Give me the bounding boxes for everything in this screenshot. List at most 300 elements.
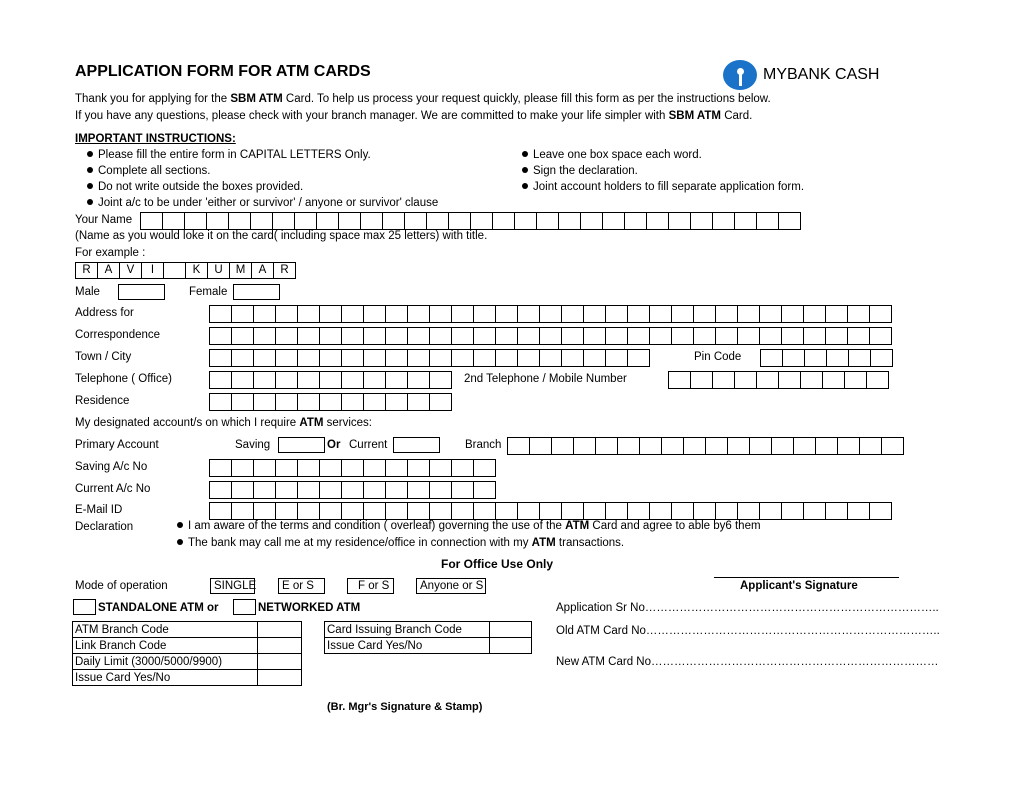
letter-box[interactable] (823, 372, 845, 388)
letter-box[interactable] (430, 350, 452, 366)
letter-box[interactable] (295, 213, 317, 229)
letter-box[interactable] (848, 503, 870, 519)
email-boxes[interactable] (209, 502, 892, 520)
letter-box[interactable] (276, 460, 298, 476)
letter-box[interactable] (364, 306, 386, 322)
table-row (325, 622, 532, 638)
letter-box[interactable] (647, 213, 669, 229)
letter-box[interactable] (273, 213, 295, 229)
letter-box[interactable] (518, 328, 540, 344)
instruction-item: Sign the declaration. (522, 164, 638, 178)
letter-box[interactable] (691, 213, 713, 229)
example-name-boxes (75, 262, 296, 279)
letter-box[interactable] (364, 503, 386, 519)
letter-box[interactable] (760, 306, 782, 322)
letter-box[interactable] (738, 503, 760, 519)
letter-box[interactable] (738, 328, 760, 344)
bullet-icon (87, 199, 93, 205)
letter-box[interactable] (562, 306, 584, 322)
letter-box[interactable] (430, 328, 452, 344)
letter-box[interactable] (540, 503, 562, 519)
table-cell[interactable] (258, 622, 302, 638)
letter-box[interactable] (694, 306, 716, 322)
letter-box[interactable] (232, 503, 254, 519)
pin-code-label: Pin Code (694, 351, 742, 363)
letter-box[interactable] (826, 328, 848, 344)
current-label: Current (349, 439, 388, 451)
letter-box[interactable] (474, 328, 496, 344)
letter-box[interactable] (298, 350, 320, 366)
letter-box[interactable] (540, 350, 562, 366)
letter-box[interactable] (254, 350, 276, 366)
residence-boxes[interactable] (209, 393, 452, 411)
letter-box[interactable] (728, 438, 750, 454)
your-name-boxes[interactable] (140, 212, 801, 230)
letter-box[interactable] (518, 503, 540, 519)
letter-box[interactable] (452, 350, 474, 366)
letter-box[interactable] (163, 213, 185, 229)
table-row (73, 670, 302, 686)
letter-box[interactable] (672, 306, 694, 322)
letter-box[interactable] (232, 306, 254, 322)
letter-box[interactable] (530, 438, 552, 454)
letter-box[interactable] (870, 503, 892, 519)
address-line-2-boxes[interactable] (209, 327, 892, 345)
saving-checkbox[interactable] (278, 437, 325, 453)
letter-box[interactable] (845, 372, 867, 388)
letter-box[interactable] (232, 460, 254, 476)
table-cell[interactable] (490, 622, 532, 638)
letter-box[interactable] (849, 350, 871, 366)
letter-box[interactable] (672, 503, 694, 519)
female-checkbox[interactable] (233, 284, 280, 300)
letter-box[interactable] (867, 372, 889, 388)
correspondence-label: Correspondence (75, 329, 161, 341)
letter-box[interactable] (669, 372, 691, 388)
mode-e-or-s-box[interactable]: E or S (278, 578, 325, 594)
bullet-icon (87, 151, 93, 157)
networked-checkbox[interactable] (233, 599, 256, 615)
letter-box[interactable] (559, 213, 581, 229)
letter-box[interactable] (364, 460, 386, 476)
letter-box[interactable] (838, 438, 860, 454)
name-note: (Name as you would loke it on the card( including space max 25 letters) with title. (75, 230, 488, 242)
intro-line-1: Thank you for applying for the SBM ATM Card. To help us process your request quickly, please fill this form as per the instructions below. (75, 93, 771, 105)
letter-box[interactable] (254, 328, 276, 344)
letter-box[interactable] (474, 503, 496, 519)
letter-box[interactable] (364, 482, 386, 498)
bullet-icon (177, 539, 183, 545)
letter-box[interactable] (860, 438, 882, 454)
letter-box[interactable] (452, 306, 474, 322)
letter-box[interactable] (684, 438, 706, 454)
letter-box[interactable] (320, 482, 342, 498)
residence-label: Residence (75, 395, 130, 407)
letter-box[interactable] (342, 306, 364, 322)
letter-box[interactable] (496, 306, 518, 322)
letter-box[interactable] (801, 372, 823, 388)
letter-box[interactable] (779, 213, 801, 229)
letter-box[interactable] (339, 213, 361, 229)
letter-box[interactable] (386, 350, 408, 366)
letter-box[interactable] (276, 482, 298, 498)
letter-box[interactable] (794, 438, 816, 454)
letter-box[interactable] (694, 503, 716, 519)
letter-box[interactable] (574, 438, 596, 454)
table-cell: ATM Branch Code (73, 622, 258, 638)
letter-box[interactable] (882, 438, 904, 454)
example-letter-box: I (142, 263, 164, 278)
second-telephone-boxes[interactable] (668, 371, 889, 389)
letter-box[interactable] (760, 503, 782, 519)
letter-box[interactable] (804, 503, 826, 519)
mode-single-box[interactable]: SINGLE (210, 578, 255, 594)
letter-box[interactable] (449, 213, 471, 229)
letter-box[interactable] (826, 306, 848, 322)
example-letter-box: V (120, 263, 142, 278)
current-checkbox[interactable] (393, 437, 440, 453)
letter-box[interactable] (540, 306, 562, 322)
letter-box[interactable] (276, 503, 298, 519)
telephone-office-boxes[interactable] (209, 371, 452, 389)
letter-box[interactable] (229, 213, 251, 229)
letter-box[interactable] (298, 460, 320, 476)
instruction-item: Joint account holders to fill separate application form. (522, 180, 804, 194)
letter-box[interactable] (386, 482, 408, 498)
current-ac-boxes[interactable] (209, 481, 496, 499)
letter-box[interactable] (320, 460, 342, 476)
letter-box[interactable] (408, 350, 430, 366)
letter-box[interactable] (364, 328, 386, 344)
table-row (73, 622, 302, 638)
letter-box[interactable] (827, 350, 849, 366)
old-atm-card-no: Old ATM Card No………………………………………………………………….. (556, 625, 940, 637)
letter-box[interactable] (471, 213, 493, 229)
letter-box[interactable] (254, 460, 276, 476)
letter-box[interactable] (650, 328, 672, 344)
letter-box[interactable] (735, 372, 757, 388)
letter-box[interactable] (430, 372, 452, 388)
office-use-heading: For Office Use Only (441, 557, 554, 571)
letter-box[interactable] (782, 328, 804, 344)
letter-box[interactable] (760, 328, 782, 344)
address-line-1-boxes[interactable] (209, 305, 892, 323)
letter-box[interactable] (628, 350, 650, 366)
letter-box[interactable] (625, 213, 647, 229)
letter-box[interactable] (628, 306, 650, 322)
letter-box[interactable] (254, 306, 276, 322)
letter-box[interactable] (870, 328, 892, 344)
letter-box[interactable] (804, 306, 826, 322)
town-city-label: Town / City (75, 351, 132, 363)
letter-box[interactable] (386, 372, 408, 388)
letter-box[interactable] (581, 213, 603, 229)
table-cell[interactable] (258, 670, 302, 686)
letter-box[interactable] (320, 350, 342, 366)
letter-box[interactable] (342, 328, 364, 344)
letter-box[interactable] (232, 372, 254, 388)
letter-box[interactable] (320, 328, 342, 344)
letter-box[interactable] (386, 460, 408, 476)
intro-line-2: If you have any questions, please check with your branch manager. We are committed to make your life simpler with SBM ATM Card. (75, 110, 753, 122)
letter-box[interactable] (537, 213, 559, 229)
letter-box[interactable] (232, 328, 254, 344)
letter-box[interactable] (474, 350, 496, 366)
letter-box[interactable] (518, 306, 540, 322)
letter-box[interactable] (804, 328, 826, 344)
letter-box[interactable] (584, 503, 606, 519)
letter-box[interactable] (508, 438, 530, 454)
letter-box[interactable] (650, 503, 672, 519)
letter-box[interactable] (650, 306, 672, 322)
letter-box[interactable] (342, 503, 364, 519)
letter-box[interactable] (430, 503, 452, 519)
letter-box[interactable] (757, 213, 779, 229)
email-label: E-Mail ID (75, 504, 123, 516)
letter-box[interactable] (342, 394, 364, 410)
letter-box[interactable] (496, 503, 518, 519)
letter-box[interactable] (298, 306, 320, 322)
address-for-label: Address for (75, 307, 134, 319)
letter-box[interactable] (298, 503, 320, 519)
letter-box[interactable] (342, 372, 364, 388)
letter-box[interactable] (276, 350, 298, 366)
letter-box[interactable] (386, 328, 408, 344)
letter-box[interactable] (628, 328, 650, 344)
letter-box[interactable] (210, 394, 232, 410)
letter-box[interactable] (430, 460, 452, 476)
letter-box[interactable] (342, 482, 364, 498)
letter-box[interactable] (694, 328, 716, 344)
letter-box[interactable] (618, 438, 640, 454)
letter-box[interactable] (232, 482, 254, 498)
letter-box[interactable] (816, 438, 838, 454)
designated-accounts-label: My designated account/s on which I require ATM services: (75, 417, 373, 429)
application-sr-no: Application Sr No………………………………………………………………….. (556, 602, 939, 614)
letter-box[interactable] (232, 350, 254, 366)
letter-box[interactable] (430, 482, 452, 498)
letter-box[interactable] (298, 394, 320, 410)
instruction-item: Leave one box space each word. (522, 148, 702, 162)
bullet-icon (177, 522, 183, 528)
letter-box[interactable] (298, 482, 320, 498)
table-cell: Issue Card Yes/No (73, 670, 258, 686)
letter-box[interactable] (408, 503, 430, 519)
letter-box[interactable] (562, 328, 584, 344)
letter-box[interactable] (672, 328, 694, 344)
example-letter-box: R (76, 263, 98, 278)
letter-box[interactable] (254, 394, 276, 410)
letter-box[interactable] (408, 460, 430, 476)
standalone-checkbox[interactable] (73, 599, 96, 615)
table-row (325, 638, 532, 654)
letter-box[interactable] (320, 306, 342, 322)
letter-box[interactable] (207, 213, 229, 229)
letter-box[interactable] (364, 350, 386, 366)
letter-box[interactable] (640, 438, 662, 454)
letter-box[interactable] (596, 438, 618, 454)
letter-box[interactable] (772, 438, 794, 454)
letter-box[interactable] (408, 306, 430, 322)
female-label: Female (189, 286, 228, 298)
letter-box[interactable] (716, 328, 738, 344)
letter-box[interactable] (606, 306, 628, 322)
letter-box[interactable] (430, 306, 452, 322)
letter-box[interactable] (706, 438, 728, 454)
letter-box[interactable] (141, 213, 163, 229)
letter-box[interactable] (427, 213, 449, 229)
letter-box[interactable] (805, 350, 827, 366)
networked-label: NETWORKED ATM (258, 602, 361, 614)
letter-box[interactable] (185, 213, 207, 229)
town-city-boxes[interactable] (209, 349, 650, 367)
letter-box[interactable] (606, 328, 628, 344)
bullet-icon (522, 151, 528, 157)
letter-box[interactable] (342, 350, 364, 366)
letter-box[interactable] (870, 306, 892, 322)
letter-box[interactable] (493, 213, 515, 229)
letter-box[interactable] (276, 328, 298, 344)
letter-box[interactable] (474, 482, 496, 498)
mode-f-or-s-box[interactable]: F or S (347, 578, 394, 594)
letter-box[interactable] (383, 213, 405, 229)
saving-label: Saving (235, 439, 271, 451)
letter-box[interactable] (364, 394, 386, 410)
letter-box[interactable] (320, 503, 342, 519)
letter-box[interactable] (276, 394, 298, 410)
letter-box[interactable] (518, 350, 540, 366)
letter-box[interactable] (603, 213, 625, 229)
example-letter-box: U (208, 263, 230, 278)
your-name-label: Your Name (75, 214, 133, 226)
saving-ac-boxes[interactable] (209, 459, 496, 477)
letter-box[interactable] (562, 350, 584, 366)
letter-box[interactable] (251, 213, 273, 229)
letter-box[interactable] (826, 503, 848, 519)
male-checkbox[interactable] (118, 284, 165, 300)
letter-box[interactable] (584, 328, 606, 344)
declaration-label: Declaration (75, 521, 134, 533)
letter-box[interactable] (254, 503, 276, 519)
letter-box[interactable] (386, 394, 408, 410)
letter-box[interactable] (779, 372, 801, 388)
letter-box[interactable] (232, 394, 254, 410)
letter-box[interactable] (320, 394, 342, 410)
letter-box[interactable] (210, 306, 232, 322)
letter-box[interactable] (735, 213, 757, 229)
letter-box[interactable] (361, 213, 383, 229)
example-letter-box: M (230, 263, 252, 278)
letter-box[interactable] (452, 460, 474, 476)
letter-box[interactable] (783, 350, 805, 366)
letter-box[interactable] (515, 213, 537, 229)
letter-box[interactable] (452, 482, 474, 498)
letter-box[interactable] (606, 350, 628, 366)
table-row (73, 654, 302, 670)
letter-box[interactable] (848, 328, 870, 344)
letter-box[interactable] (298, 328, 320, 344)
letter-box[interactable] (848, 306, 870, 322)
letter-box[interactable] (562, 503, 584, 519)
letter-box[interactable] (364, 372, 386, 388)
pin-code-boxes[interactable] (760, 349, 893, 367)
letter-box[interactable] (757, 372, 779, 388)
letter-box[interactable] (713, 372, 735, 388)
primary-account-label: Primary Account (75, 439, 159, 451)
new-atm-card-no: New ATM Card No………………………………………………………………… (556, 656, 939, 668)
letter-box[interactable] (628, 503, 650, 519)
letter-box[interactable] (430, 394, 452, 410)
letter-box[interactable] (716, 503, 738, 519)
letter-box[interactable] (713, 213, 735, 229)
letter-box[interactable] (606, 503, 628, 519)
letter-box[interactable] (496, 350, 518, 366)
letter-box[interactable] (342, 460, 364, 476)
table-cell[interactable] (258, 654, 302, 670)
letter-box[interactable] (496, 328, 518, 344)
letter-box[interactable] (452, 328, 474, 344)
letter-box[interactable] (871, 350, 893, 366)
letter-box[interactable] (408, 394, 430, 410)
letter-box[interactable] (254, 372, 276, 388)
letter-box[interactable] (320, 372, 342, 388)
letter-box[interactable] (210, 328, 232, 344)
letter-box[interactable] (662, 438, 684, 454)
letter-box[interactable] (408, 372, 430, 388)
letter-box[interactable] (276, 306, 298, 322)
table-cell[interactable] (490, 638, 532, 654)
letter-box[interactable] (669, 213, 691, 229)
letter-box[interactable] (552, 438, 574, 454)
letter-box[interactable] (738, 306, 760, 322)
letter-box[interactable] (386, 503, 408, 519)
branch-boxes[interactable] (507, 437, 904, 455)
letter-box[interactable] (210, 372, 232, 388)
letter-box[interactable] (782, 503, 804, 519)
letter-box[interactable] (210, 460, 232, 476)
letter-box[interactable] (750, 438, 772, 454)
table-cell: Link Branch Code (73, 638, 258, 654)
letter-box[interactable] (540, 328, 562, 344)
letter-box[interactable] (408, 482, 430, 498)
table-row (73, 638, 302, 654)
letter-box[interactable] (584, 350, 606, 366)
letter-box[interactable] (210, 482, 232, 498)
mode-anyone-or-s-box[interactable]: Anyone or S (416, 578, 486, 594)
letter-box[interactable] (408, 328, 430, 344)
letter-box[interactable] (452, 503, 474, 519)
letter-box[interactable] (474, 460, 496, 476)
letter-box[interactable] (761, 350, 783, 366)
table-cell[interactable] (258, 638, 302, 654)
letter-box[interactable] (276, 372, 298, 388)
or-label: Or (327, 439, 341, 451)
letter-box[interactable] (405, 213, 427, 229)
letter-box[interactable] (317, 213, 339, 229)
letter-box[interactable] (210, 503, 232, 519)
letter-box[interactable] (474, 306, 496, 322)
second-telephone-label: 2nd Telephone / Mobile Number (464, 373, 627, 385)
letter-box[interactable] (782, 306, 804, 322)
letter-box[interactable] (691, 372, 713, 388)
letter-box[interactable] (386, 306, 408, 322)
letter-box[interactable] (716, 306, 738, 322)
letter-box[interactable] (254, 482, 276, 498)
letter-box[interactable] (584, 306, 606, 322)
letter-box[interactable] (210, 350, 232, 366)
example-letter-box (164, 263, 186, 278)
letter-box[interactable] (298, 372, 320, 388)
